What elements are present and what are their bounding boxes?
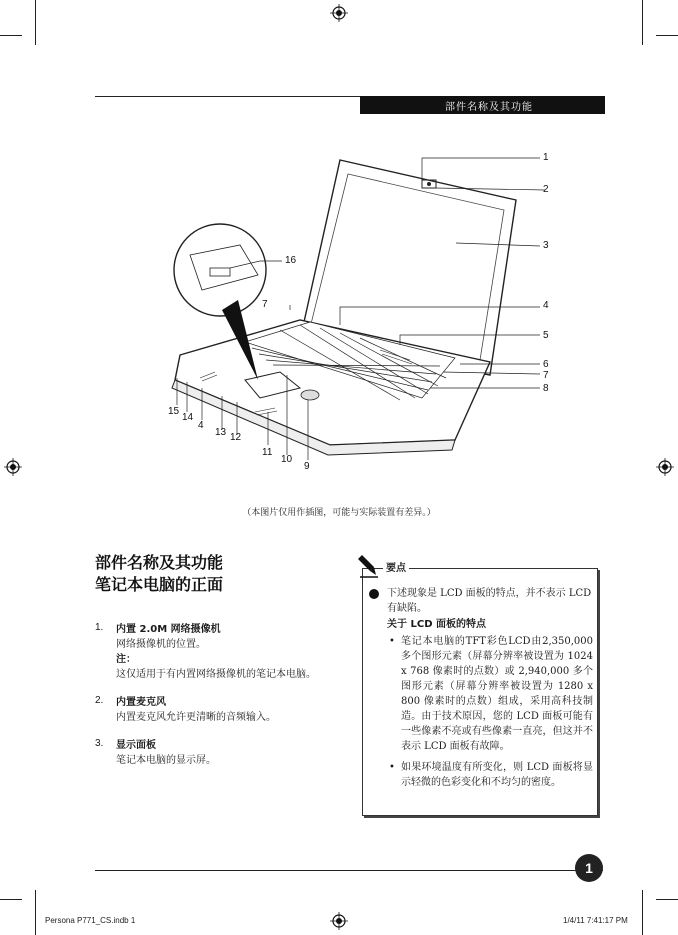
item-number: 2. xyxy=(95,695,104,706)
callout-label: 15 xyxy=(168,406,180,417)
callout-label: 16 xyxy=(285,255,297,266)
item-description: 内置麦克风允许更清晰的音频输入。 xyxy=(116,712,276,723)
note-bullet xyxy=(369,634,593,754)
callout-label: 7 xyxy=(262,299,268,310)
callout-label: 2 xyxy=(543,184,549,195)
note-bullet xyxy=(369,760,593,790)
item-number: 3. xyxy=(95,738,104,749)
callout-label: 12 xyxy=(230,432,242,443)
callout-label: 6 xyxy=(543,359,549,370)
page-number xyxy=(575,854,603,882)
item-heading: 内置麦克风 xyxy=(116,697,166,708)
note-lead xyxy=(369,586,593,616)
item-number: 1. xyxy=(95,622,104,633)
crop-mark xyxy=(35,890,36,935)
registration-mark-icon xyxy=(330,4,348,22)
page-title xyxy=(95,552,223,596)
note-bullet-text: 笔记本电脑的TFT彩色LCD由2,350,000多个图形元素（屏幕分辨率被设置为 1024 x 768 像素时的点数）或 2,940,000 多个图形元素（屏幕分辨率被设置为 1280 x 800 像素时的点数）组成，采用高科技制造。由于技术原因，您的 LCD 面板可能有一些像素不亮或有些像素一直亮，但这并不表示 LCD 面板有故障。 xyxy=(401,636,593,752)
list-item xyxy=(95,695,345,725)
laptop-illustration xyxy=(160,150,555,470)
callout-label: 14 xyxy=(182,412,194,423)
item-heading: 显示面板 xyxy=(116,740,156,751)
note-lead-text: 下述现象是 LCD 面板的特点，并不表示 LCD 有缺陷。 xyxy=(387,588,592,614)
callout-label: 13 xyxy=(215,427,227,438)
callout-label: 5 xyxy=(543,330,549,341)
figure-caption: （本图片仅用作插图，可能与实际装置有差异。） xyxy=(242,508,436,518)
bullet-dot-icon xyxy=(369,589,379,599)
page-title-line: 部件名称及其功能 xyxy=(95,553,224,572)
callout-label: 10 xyxy=(281,454,293,465)
file-name-slug: Persona P771_CS.indb 1 xyxy=(45,916,136,925)
pen-icon xyxy=(358,553,380,579)
note-box-content xyxy=(369,586,593,790)
item-description: 笔记本电脑的显示屏。 xyxy=(116,755,216,766)
page-number-text: 1 xyxy=(585,860,593,876)
crop-mark xyxy=(642,890,643,935)
footer-rule xyxy=(95,870,603,871)
note-box-title: 要点 xyxy=(383,561,409,576)
callout-label: 8 xyxy=(543,383,549,394)
registration-mark-icon xyxy=(330,912,348,930)
callout-label: 11 xyxy=(262,447,273,458)
section-header-title: 部件名称及其功能 xyxy=(445,101,533,113)
parts-list xyxy=(95,622,345,781)
list-item xyxy=(95,738,345,768)
registration-mark-icon xyxy=(4,458,22,476)
crop-mark xyxy=(656,899,678,900)
page-subtitle-line: 笔记本电脑的正面 xyxy=(95,575,224,594)
crop-mark xyxy=(656,35,678,36)
note-subheading: 关于 LCD 面板的特点 xyxy=(387,619,486,630)
callout-label: 3 xyxy=(543,240,549,251)
callout-label: 1 xyxy=(543,152,549,163)
crop-mark xyxy=(642,0,643,45)
item-note: 这仅适用于有内置网络摄像机的笔记本电脑。 xyxy=(116,669,316,680)
callout-label: 9 xyxy=(304,461,310,472)
registration-mark-icon xyxy=(656,458,674,476)
timestamp-slug: 1/4/11 7:41:17 PM xyxy=(563,916,628,925)
item-description: 网络摄像机的位置。 xyxy=(116,639,206,650)
bullet-icon: • xyxy=(389,762,395,773)
crop-mark xyxy=(0,35,22,36)
item-heading: 内置 2.0M 网络摄像机 xyxy=(116,624,221,635)
callout-label: 7 xyxy=(543,370,549,381)
crop-mark xyxy=(0,899,22,900)
callout-label: 4 xyxy=(543,300,549,311)
bullet-icon: • xyxy=(389,636,395,647)
crop-mark xyxy=(35,0,36,45)
important-note-box xyxy=(362,563,598,816)
note-bullet-text: 如果环境温度有所变化，则 LCD 面板将显示轻微的色彩变化和不均匀的密度。 xyxy=(401,762,593,788)
section-header xyxy=(360,96,605,114)
callout-label: 4 xyxy=(198,420,204,431)
list-item xyxy=(95,622,345,682)
item-note-label: 注： xyxy=(116,654,136,665)
